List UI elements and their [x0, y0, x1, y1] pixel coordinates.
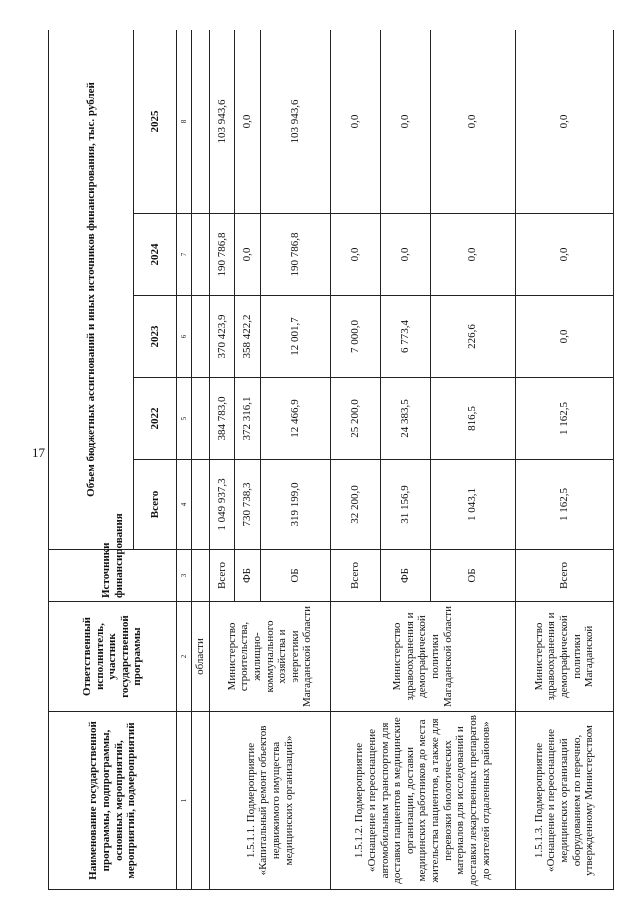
value-2022: 816,5	[430, 378, 515, 460]
value-2024: 0,0	[515, 214, 613, 296]
table-row	[330, 30, 380, 890]
value-2023: 226,6	[430, 296, 515, 378]
funding-table	[48, 30, 614, 890]
header-year-2022: 2022	[134, 378, 177, 460]
value-total: 32 200,0	[330, 460, 380, 550]
header-executor: Ответственный исполнитель, участник государственной программы	[49, 602, 177, 712]
funding-source: ФБ	[380, 550, 430, 602]
value-2025: 0,0	[380, 30, 430, 214]
value-2025: 0,0	[235, 30, 260, 214]
value-2025: 103 943,6	[260, 30, 330, 214]
funding-source: ОБ	[430, 550, 515, 602]
value-total: 1 049 937,3	[210, 460, 235, 550]
value-2023: 358 422,2	[235, 296, 260, 378]
header-funding-volume: Объем бюджетных ассигнований и иных источников финансирования, тыс. рублей	[49, 30, 134, 550]
value-total: 31 156,9	[380, 460, 430, 550]
table-cell	[192, 460, 210, 550]
header-year-2025: 2025	[134, 30, 177, 214]
program-name: 1.5.1.1. Подмероприятие «Капитальный ремонт объектов недвижимого имущества медицинских организаций»	[210, 712, 331, 890]
value-total: 319 199,0	[260, 460, 330, 550]
column-number: 6	[177, 296, 192, 378]
value-2022: 12 466,9	[260, 378, 330, 460]
header-row	[49, 30, 134, 890]
executor: Министерство здравоохранения и демографической политики Магаданской	[515, 602, 613, 712]
table-cell	[192, 296, 210, 378]
value-2023: 0,0	[515, 296, 613, 378]
value-2022: 372 316,1	[235, 378, 260, 460]
table-cell	[192, 378, 210, 460]
table-cell	[192, 214, 210, 296]
value-2025: 103 943,6	[210, 30, 235, 214]
column-number: 4	[177, 460, 192, 550]
value-2025: 0,0	[515, 30, 613, 214]
table-row	[515, 30, 613, 890]
value-2022: 384 783,0	[210, 378, 235, 460]
value-2024: 190 786,8	[260, 214, 330, 296]
value-2024: 190 786,8	[210, 214, 235, 296]
column-number: 2	[177, 602, 192, 712]
header-year-2024: 2024	[134, 214, 177, 296]
executor: Министерство здравоохранения и демографической политики Магаданской области	[330, 602, 515, 712]
header-total: Всего	[134, 460, 177, 550]
column-number: 3	[177, 550, 192, 602]
header-program-name: Наименование государственной программы, подпрограммы, основных мероприятий, мероприятий, подмероприятий	[49, 712, 177, 890]
funding-source: ОБ	[260, 550, 330, 602]
column-number: 1	[177, 712, 192, 890]
value-2022: 25 200,0	[330, 378, 380, 460]
header-year-2023: 2023	[134, 296, 177, 378]
value-2022: 1 162,5	[515, 378, 613, 460]
value-2025: 0,0	[430, 30, 515, 214]
column-number-row	[177, 30, 192, 890]
value-2023: 7 000,0	[330, 296, 380, 378]
rotated-page-frame	[48, 30, 614, 890]
value-total: 1 162,5	[515, 460, 613, 550]
table-row	[210, 30, 235, 890]
page-number: 17	[32, 445, 45, 460]
header-funding-source: Источники финансирования	[49, 550, 177, 602]
value-2024: 0,0	[330, 214, 380, 296]
continuation-row	[192, 30, 210, 890]
funding-source: Всего	[210, 550, 235, 602]
table-cell	[192, 712, 210, 890]
executor: Министерство строительства, жилищно-коммунального хозяйства и энергетики Магаданской области	[210, 602, 331, 712]
continued-executor: области	[192, 602, 210, 712]
funding-source: ФБ	[235, 550, 260, 602]
value-2023: 12 001,7	[260, 296, 330, 378]
value-2023: 370 423,9	[210, 296, 235, 378]
value-total: 1 043,1	[430, 460, 515, 550]
table-cell	[192, 30, 210, 214]
value-2024: 0,0	[430, 214, 515, 296]
funding-source: Всего	[330, 550, 380, 602]
table-cell	[192, 550, 210, 602]
column-number: 5	[177, 378, 192, 460]
value-2023: 6 773,4	[380, 296, 430, 378]
value-2024: 0,0	[235, 214, 260, 296]
column-number: 7	[177, 214, 192, 296]
value-2025: 0,0	[330, 30, 380, 214]
program-name: 1.5.1.3. Подмероприятие «Оснащение и переоснащение медицинских организаций оборудованием по перечню, утвержденному Министерством	[515, 712, 613, 890]
value-2024: 0,0	[380, 214, 430, 296]
value-2022: 24 383,5	[380, 378, 430, 460]
funding-source: Всего	[515, 550, 613, 602]
program-name: 1.5.1.2. Подмероприятие «Оснащение и переоснащение автомобильным транспортом для доставки пациентов в медицинские организации, доставки медицинских работников до места жительства пациентов, а также для перевозки биологических материалов для исследований и доставки лекарственных препаратов до жителей отдаленных районов»	[330, 712, 515, 890]
value-total: 730 738,3	[235, 460, 260, 550]
column-number: 8	[177, 30, 192, 214]
